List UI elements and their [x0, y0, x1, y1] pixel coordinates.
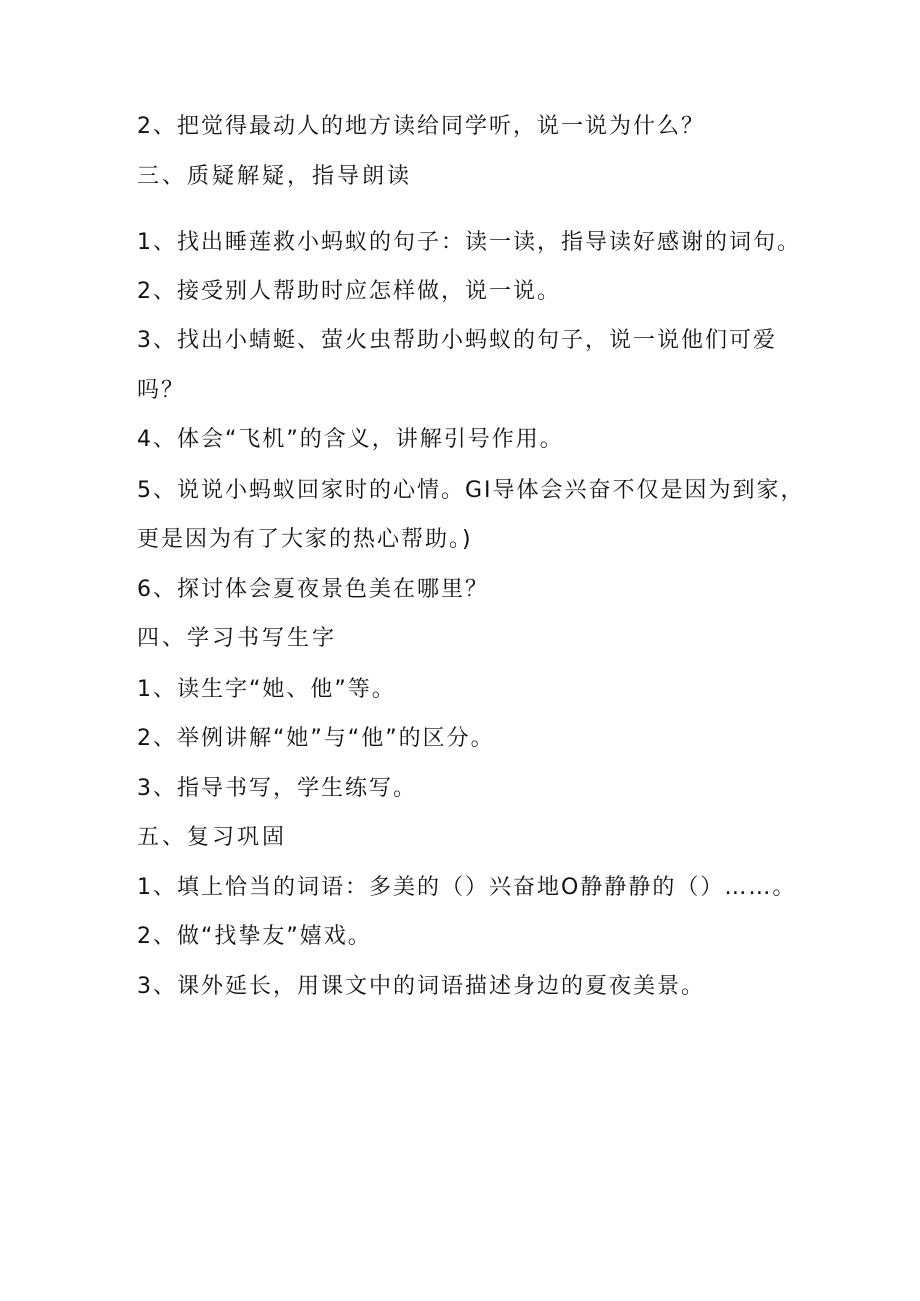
text-line: 4、体会“飞机”的含义，讲解引号作用。 [137, 427, 564, 452]
text-line: 2、把觉得最动人的地方读给同学听，说一说为什么？ [137, 114, 705, 139]
text-line: 2、举例讲解“她”与“他”的区分。 [137, 726, 495, 751]
text-line: 3、课外延长，用课文中的词语描述身边的夏夜美景。 [137, 974, 705, 999]
text-line: 更是因为有了大家的热心帮助。) [137, 527, 473, 552]
text-line: 2、接受别人帮助时应怎样做，说一说。 [137, 279, 561, 304]
text-line: 1、填上恰当的词语：多美的（）兴奋地O静静静的（）……。 [137, 875, 797, 900]
section-heading: 五、复习巩固 [137, 825, 288, 850]
text-line: 1、读生字“她、他”等。 [137, 677, 396, 702]
text-line: 吗？ [137, 378, 186, 403]
text-line: 1、找出睡莲救小蚂蚁的句子：读一读，指导读好感谢的词句。 [137, 230, 801, 255]
section-heading: 四、学习书写生字 [137, 626, 338, 651]
section-heading: 三、质疑解疑，指导朗读 [137, 164, 413, 189]
text-line: 5、说说小蚂蚁回家时的心情。GI导体会兴奋不仅是因为到家， [137, 478, 805, 503]
text-line: 6、探讨体会夏夜景色美在哪里？ [137, 577, 489, 602]
text-line: 3、找出小蜻蜓、萤火虫帮助小蚂蚁的句子，说一说他们可爱 [137, 328, 777, 353]
text-line: 3、指导书写，学生练写。 [137, 776, 417, 801]
text-line: 2、做“找挚友”嬉戏。 [137, 924, 372, 949]
